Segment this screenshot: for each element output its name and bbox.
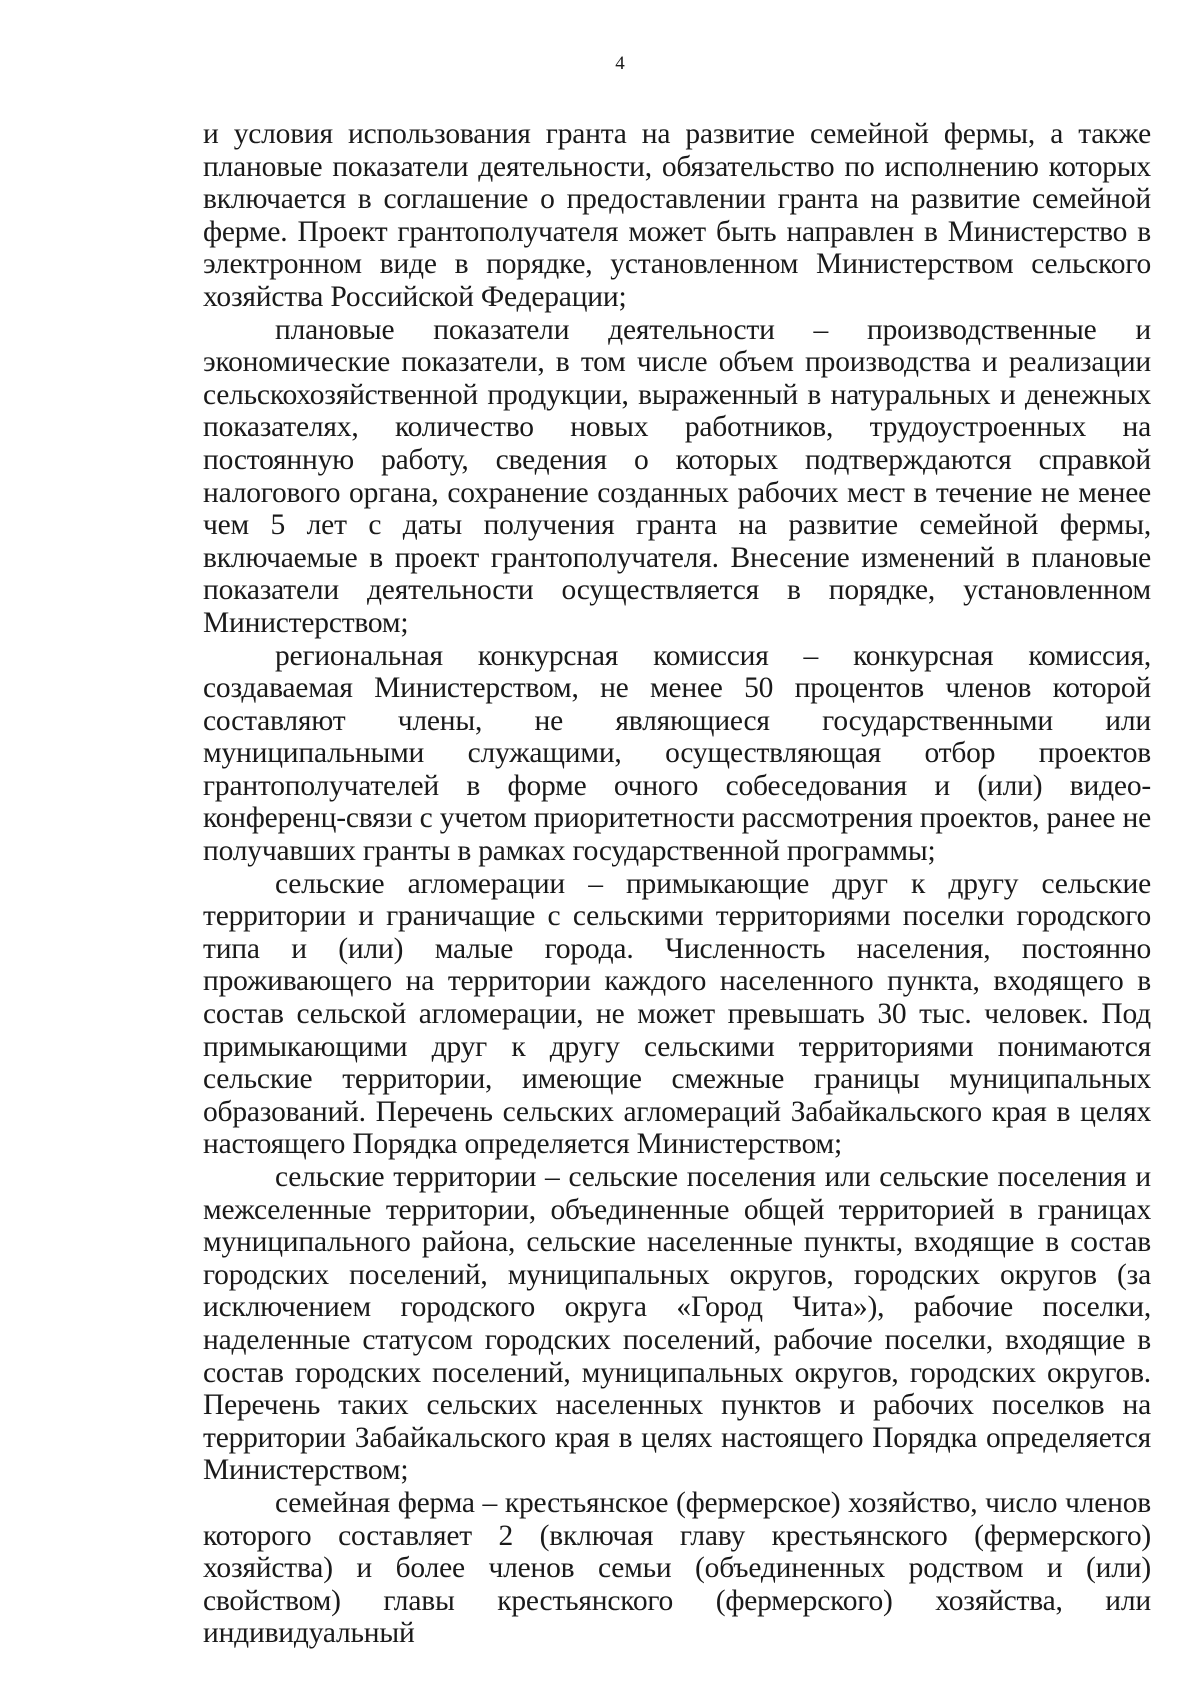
paragraph-grant-conditions-continuation: и условия использования гранта на развитие семейной фермы, а также плановые показатели деятельности, обязательство по исполнению которых включается в соглашение о предоставлении гранта на развитие семейной ферме. Проект грантополучателя может быть направлен в Министерство в электронном виде в порядке, установленном Министерством сельского хозяйства Российской Федерации; bbox=[203, 118, 1151, 313]
document-body bbox=[203, 118, 1151, 1650]
paragraph-rural-agglomerations: сельские агломерации – примыкающие друг к другу сельские территории и граничащие с сельскими территориями поселки городского типа и (или) малые города. Численность населения, постоянно проживающего на территории каждого населенного пункта, входящего в состав сельской агломерации, не может превышать 30 тыс. человек. Под примыкающими друг к другу сельскими территориями понимаются сельские территории, имеющие смежные границы муниципальных образований. Перечень сельских агломераций Забайкальского края в целях настоящего Порядка определяется Министерством; bbox=[203, 867, 1151, 1161]
paragraph-family-farm: семейная ферма – крестьянское (фермерское) хозяйство, число членов которого составляет 2 (включая главу крестьянского (фермерского) хозяйства) и более членов семьи (объединенных родством и (или) свойством) главы крестьянского (фермерского) хозяйства, или индивидуальный bbox=[203, 1486, 1151, 1650]
paragraph-planned-indicators: плановые показатели деятельности – производственные и экономические показатели, в том числе объем производства и реализации сельскохозяйственной продукции, выраженный в натуральных и денежных показателях, количество новых работников, трудоустроенных на постоянную работу, сведения о которых подтверждаются справкой налогового органа, сохранение созданных рабочих мест в течение не менее чем 5 лет с даты получения гранта на развитие семейной фермы, включаемые в проект грантополучателя. Внесение изменений в плановые показатели деятельности осуществляется в порядке, установленном Министерством; bbox=[203, 313, 1151, 639]
paragraph-regional-commission: региональная конкурсная комиссия – конкурсная комиссия, создаваемая Министерством, не менее 50 процентов членов которой составляют члены, не являющиеся государственными или муниципальными служащими, осуществляющая отбор проектов грантополучателей в форме очного собеседования и (или) видео-конференц-связи с учетом приоритетности рассмотрения проектов, ранее не получавших гранты в рамках государственной программы; bbox=[203, 639, 1151, 868]
paragraph-rural-territories: сельские территории – сельские поселения или сельские поселения и межселенные территории, объединенные общей территорией в границах муниципального района, сельские населенные пункты, входящие в состав городских поселений, муниципальных округов, городских округов (за исключением городского округа «Город Чита»), рабочие поселки, наделенные статусом городских поселений, рабочие поселки, входящие в состав городских поселений, муниципальных округов, городских округов. Перечень таких сельских населенных пунктов и рабочих поселков на территории Забайкальского края в целях настоящего Порядка определяется Министерством; bbox=[203, 1161, 1151, 1487]
page-number: 4 bbox=[615, 53, 625, 74]
